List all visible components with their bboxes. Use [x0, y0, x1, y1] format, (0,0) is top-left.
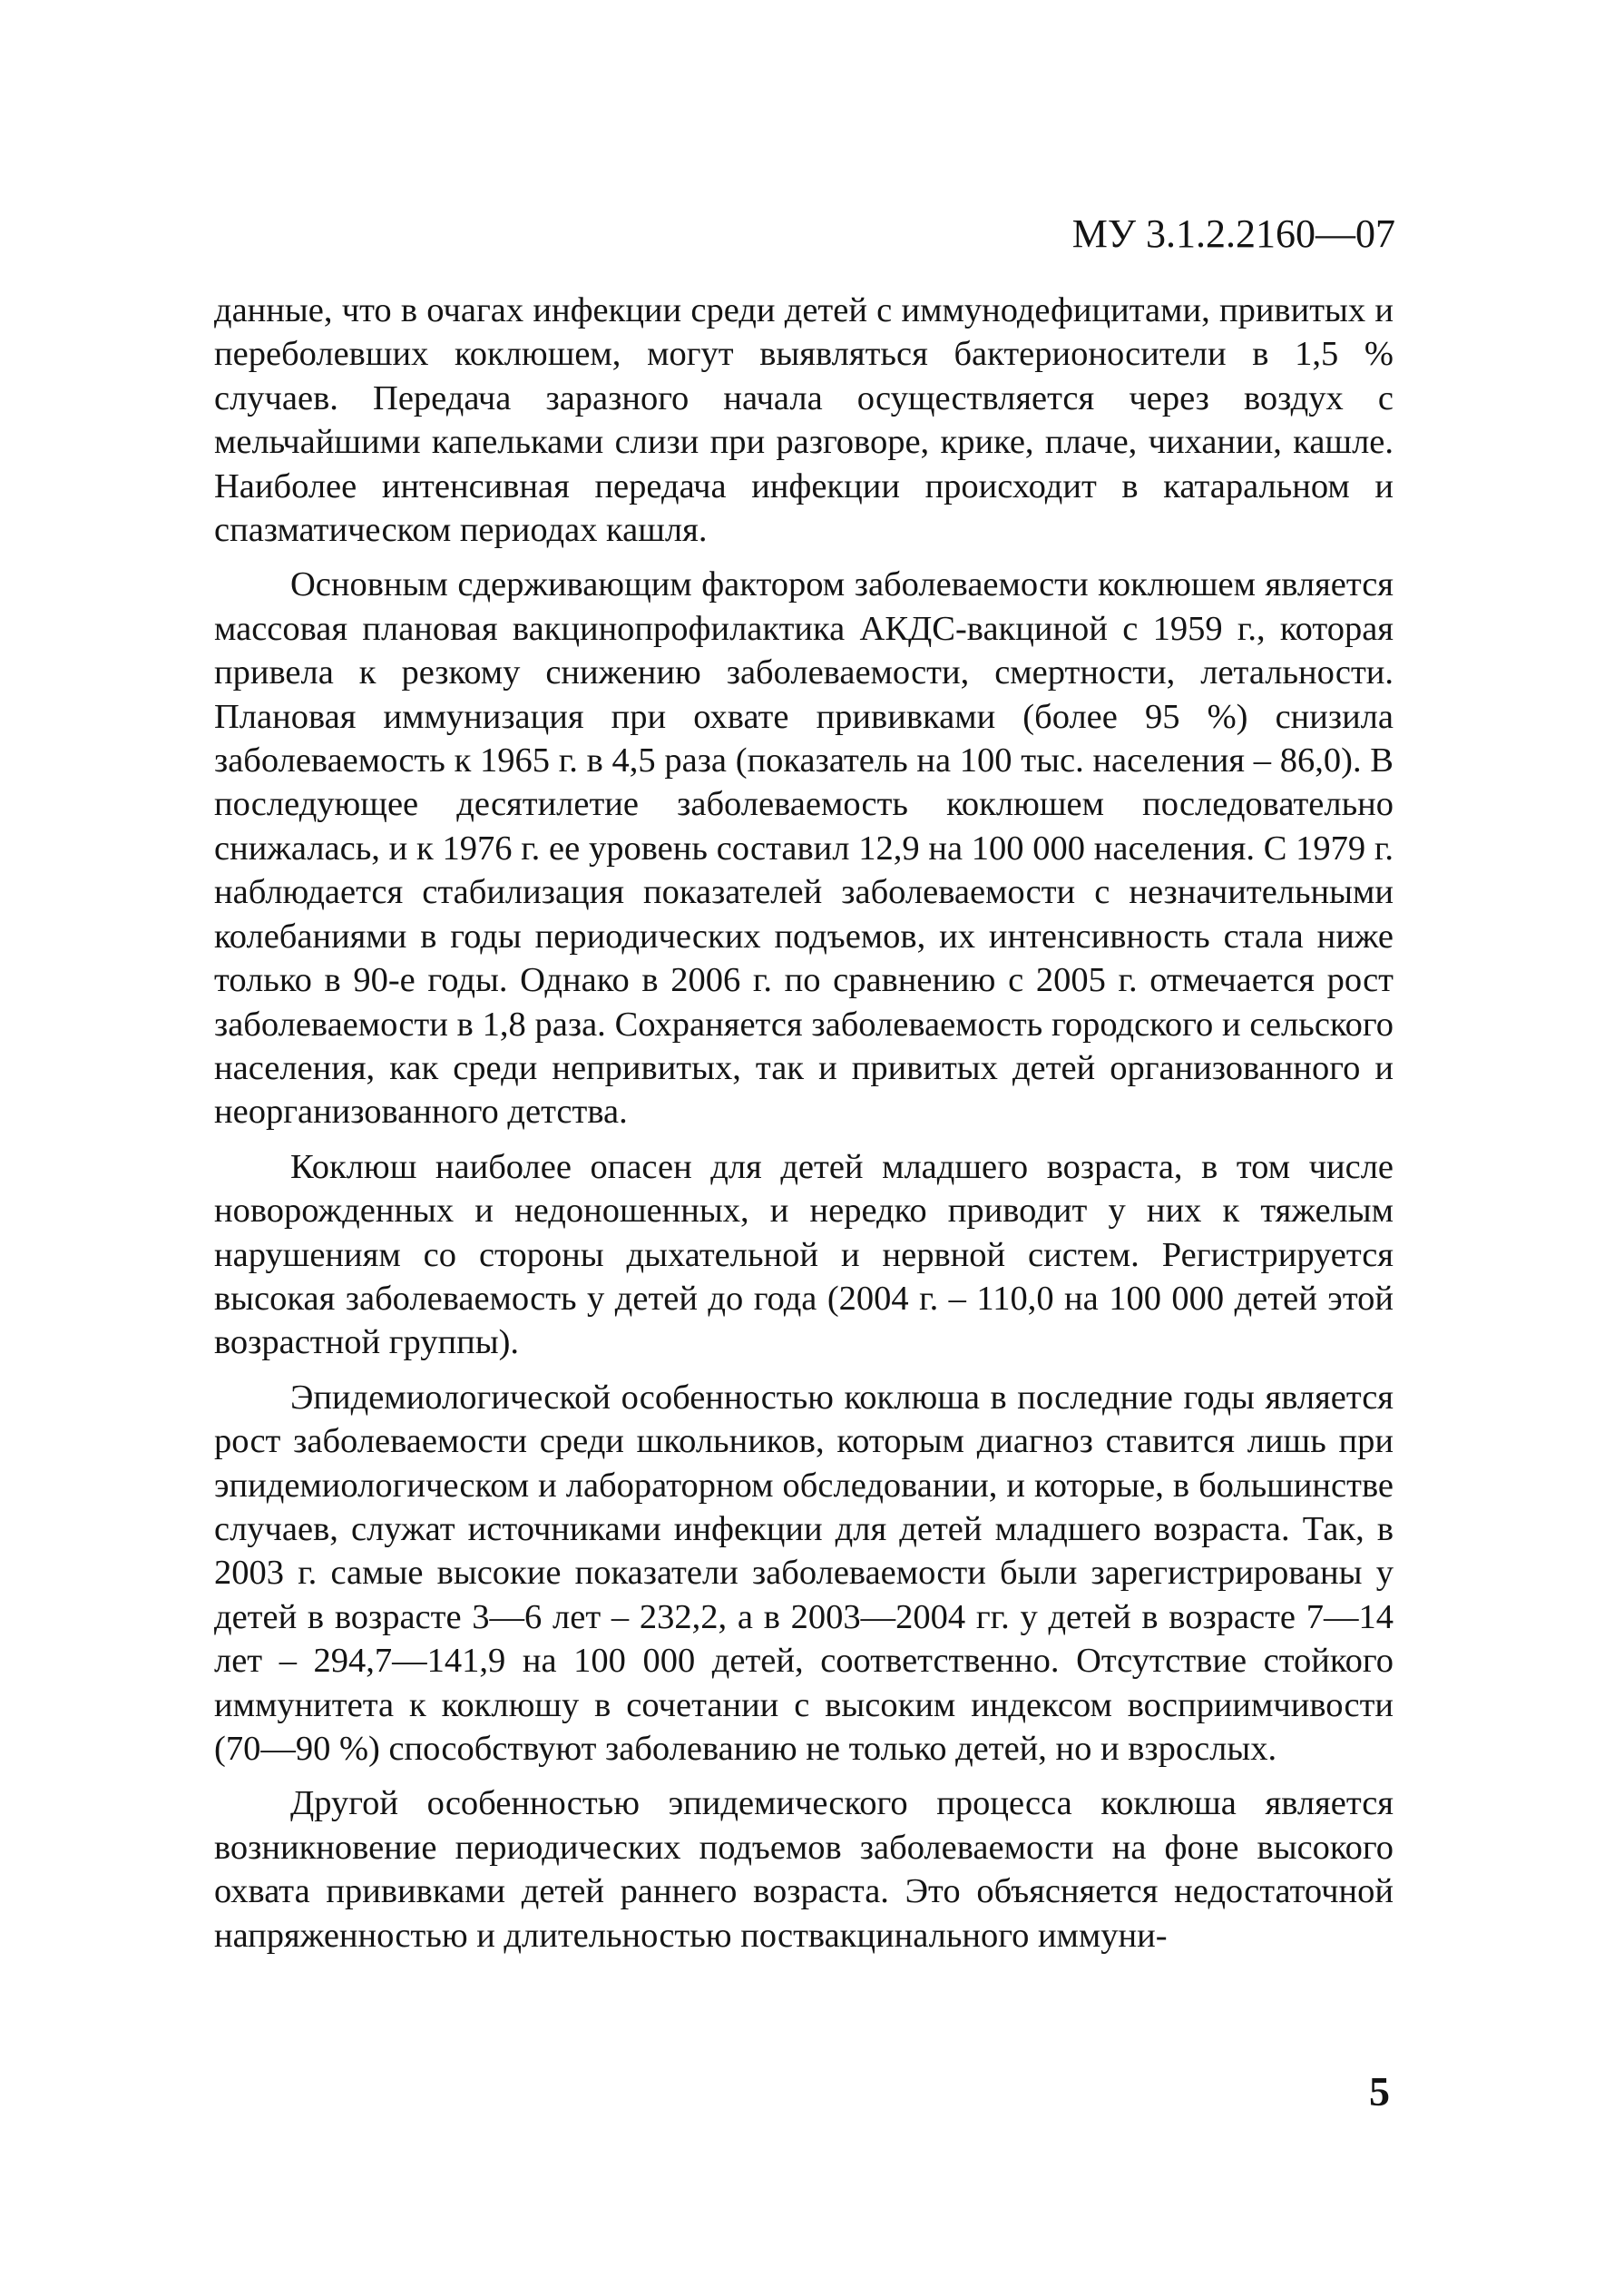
paragraph-young-children: Коклюш наиболее опасен для детей младшего возраста, в том числе новорожденных и недоношенных, и нередко приводит у них к тяжелым нарушениям со стороны дыхательной и нервной систем. Регистрируется высокая заболеваемость у детей до года (2004 г. – 110,0 на 100 000 детей этой возрастной группы). — [214, 1147, 1394, 1362]
document-code: МУ 3.1.2.2160—07 — [1071, 211, 1395, 256]
paragraph-vaccination: Основным сдерживающим фактором заболеваемости коклюшем является массовая плановая вакцинопрофилактика АКДС-вакциной с 1959 г., которая привела к резкому снижению заболеваемости, смертности, летальности. Плановая иммунизация при охвате прививками (более 95 %) снизила заболеваемость к 1965 г. в 4,5 раза (показатель на 100 тыс. населения – 86,0). В последующее десятилетие заболеваемость коклюшем последовательно снижалась, и к 1976 г. ее уровень составил 12,9 на 100 000 населения. С 1979 г. наблюдается стабилизация показателей заболеваемости с незначительными колебаниями в годы периодических подъемов, их интенсивность стала ниже только в 90-е годы. Однако в 2006 г. по сравнению с 2005 г. отмечается рост заболеваемости в 1,8 раза. Сохраняется заболеваемость городского и сельского населения, как среди непривитых, так и привитых детей организованного и неорганизованного детства. — [214, 565, 1394, 1132]
paragraph-continuation: данные, что в очагах инфекции среди детей с иммунодефицитами, привитых и переболевших коклюшем, могут выявляться бактерионосители в 1,5 % случаев. Передача заразного начала осуществляется через воздух с мельчайшими капельками слизи при разговоре, крике, плаче, чихании, кашле. Наиболее интенсивная передача инфекции происходит в катаральном и спазматическом периодах кашля. — [214, 291, 1394, 550]
page-number: 5 — [1369, 2068, 1390, 2114]
paragraph-periodic-rises: Другой особенностью эпидемического процесса коклюша является возникновение периодических подъемов заболеваемости на фоне высокого охвата прививками детей раннего возраста. Это объясняется недостаточной напряженностью и длительностью поствакцинального иммуни- — [214, 1784, 1394, 1955]
paragraph-schoolchildren: Эпидемиологической особенностью коклюша в последние годы является рост заболеваемости среди школьников, которым диагноз ставится лишь при эпидемиологическом и лабораторном обследовании, и которые, в большинстве случаев, служат источниками инфекции для детей младшего возраста. Так, в 2003 г. самые высокие показатели заболеваемости были зарегистрированы у детей в возрасте 3—6 лет – 232,2, а в 2003—2004 гг. у детей в возрасте 7—14 лет – 294,7—141,9 на 100 000 детей, соответственно. Отсутствие стойкого иммунитета к коклюшу в сочетании с высоким индексом восприимчивости (70—90 %) способствуют заболеванию не только детей, но и взрослых. — [214, 1378, 1394, 1768]
body-text — [214, 289, 1394, 1957]
